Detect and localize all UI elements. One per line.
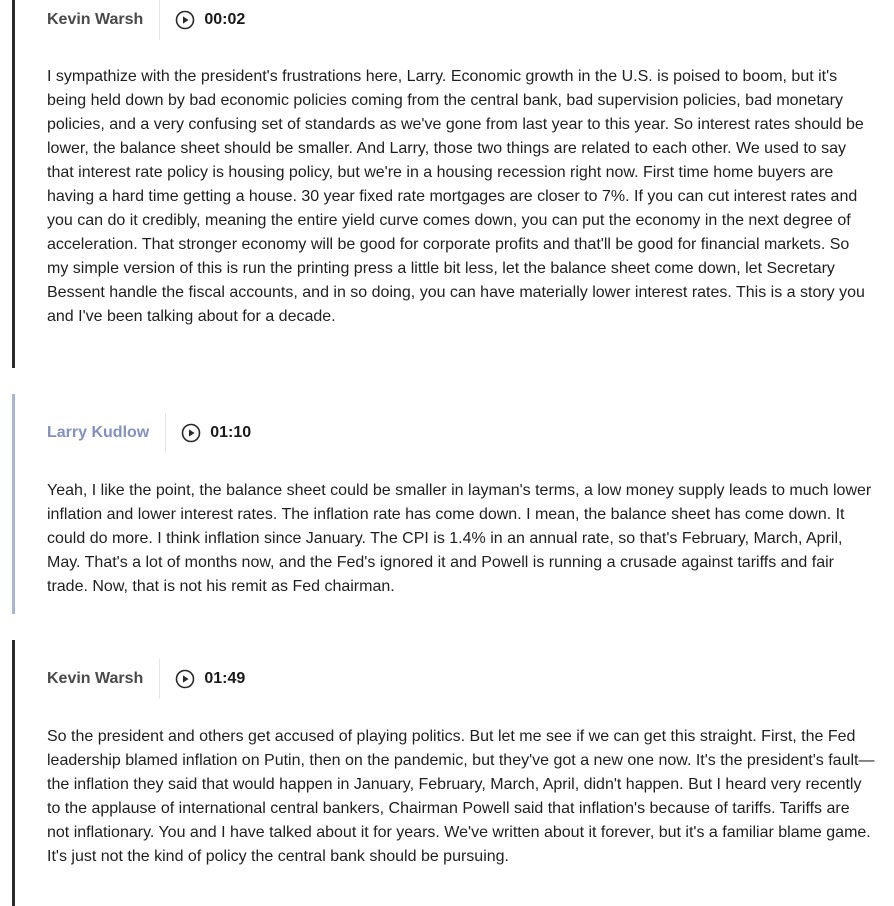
play-circle-icon[interactable] [181, 423, 201, 443]
transcript-segment [12, 394, 882, 614]
speaker-indicator-bar [12, 0, 15, 368]
segment-header [47, 0, 245, 40]
play-circle-icon[interactable] [175, 669, 195, 689]
speaker-name: Larry Kudlow [47, 413, 166, 453]
speaker-name: Kevin Warsh [47, 0, 160, 40]
transcript-segment [12, 0, 882, 368]
speaker-indicator-bar [12, 640, 15, 906]
timestamp[interactable]: 01:10 [210, 424, 252, 441]
segment-text: So the president and others get accused of playing politics. But let me see if we can get this straight. First, the Fed leadership blamed inflation on Putin, then on the pandemic, but they've got a new one now. It's the president's fault—the inflation they said that would happen in January, February, March, April, didn't happen. But I heard very recently to the applause of international central bankers, Chairman Powell said that inflation's because of tariffs. Tariffs are not inflationary. You and I have talked about it for years. We've written about it forever, but it's a familiar blame game. It's just not the kind of policy the central bank should be pursuing. [47, 728, 875, 865]
speaker-name: Kevin Warsh [47, 659, 160, 699]
segment-header [47, 413, 251, 453]
timestamp[interactable]: 01:49 [204, 670, 246, 687]
timestamp[interactable]: 00:02 [204, 11, 246, 28]
segment-text: I sympathize with the president's frustrations here, Larry. Economic growth in the U.S. is poised to boom, but it's being held down by bad economic policies coming from the central bank, bad supervision policies, bad monetary policies, and a very confusing set of standards as we've gone from last year to this year. So interest rates should be lower, the balance sheet should be smaller. And Larry, those two things are related to each other. We used to say that interest rate policy is housing policy, but we're in a housing recession right now. First time home buyers are having a hard time getting a house. 30 year fixed rate mortgages are closer to 7%. If you can cut interest rates and you can do it credibly, meaning the entire yield curve comes down, you can put the economy in the next degree of acceleration. That stronger economy will be good for corporate profits and that'll be good for financial markets. So my simple version of this is run the printing press a little bit less, let the balance sheet come down, let Secretary Bessent handle the fiscal accounts, and in so doing, you can have materially lower interest rates. This is a story you and I've been talking about for a decade. [47, 68, 865, 325]
speaker-indicator-bar [12, 394, 15, 614]
transcript-segment [12, 640, 882, 906]
timestamp-play-button[interactable] [160, 0, 245, 40]
segment-header [47, 659, 245, 699]
play-circle-icon[interactable] [175, 10, 195, 30]
timestamp-play-button[interactable] [160, 659, 245, 699]
segment-text: Yeah, I like the point, the balance sheet could be smaller in layman's terms, a low money supply leads to much lower inflation and lower interest rates. The inflation rate has come down. I mean, the balance sheet has come down. It could do more. I think inflation since January. The CPI is 1.4% in an annual rate, so that's February, March, April, May. That's a lot of months now, and the Fed's ignored it and Powell is running a crusade against tariffs and fair trade. Now, that is not his remit as Fed chairman. [47, 482, 872, 595]
timestamp-play-button[interactable] [166, 413, 251, 453]
